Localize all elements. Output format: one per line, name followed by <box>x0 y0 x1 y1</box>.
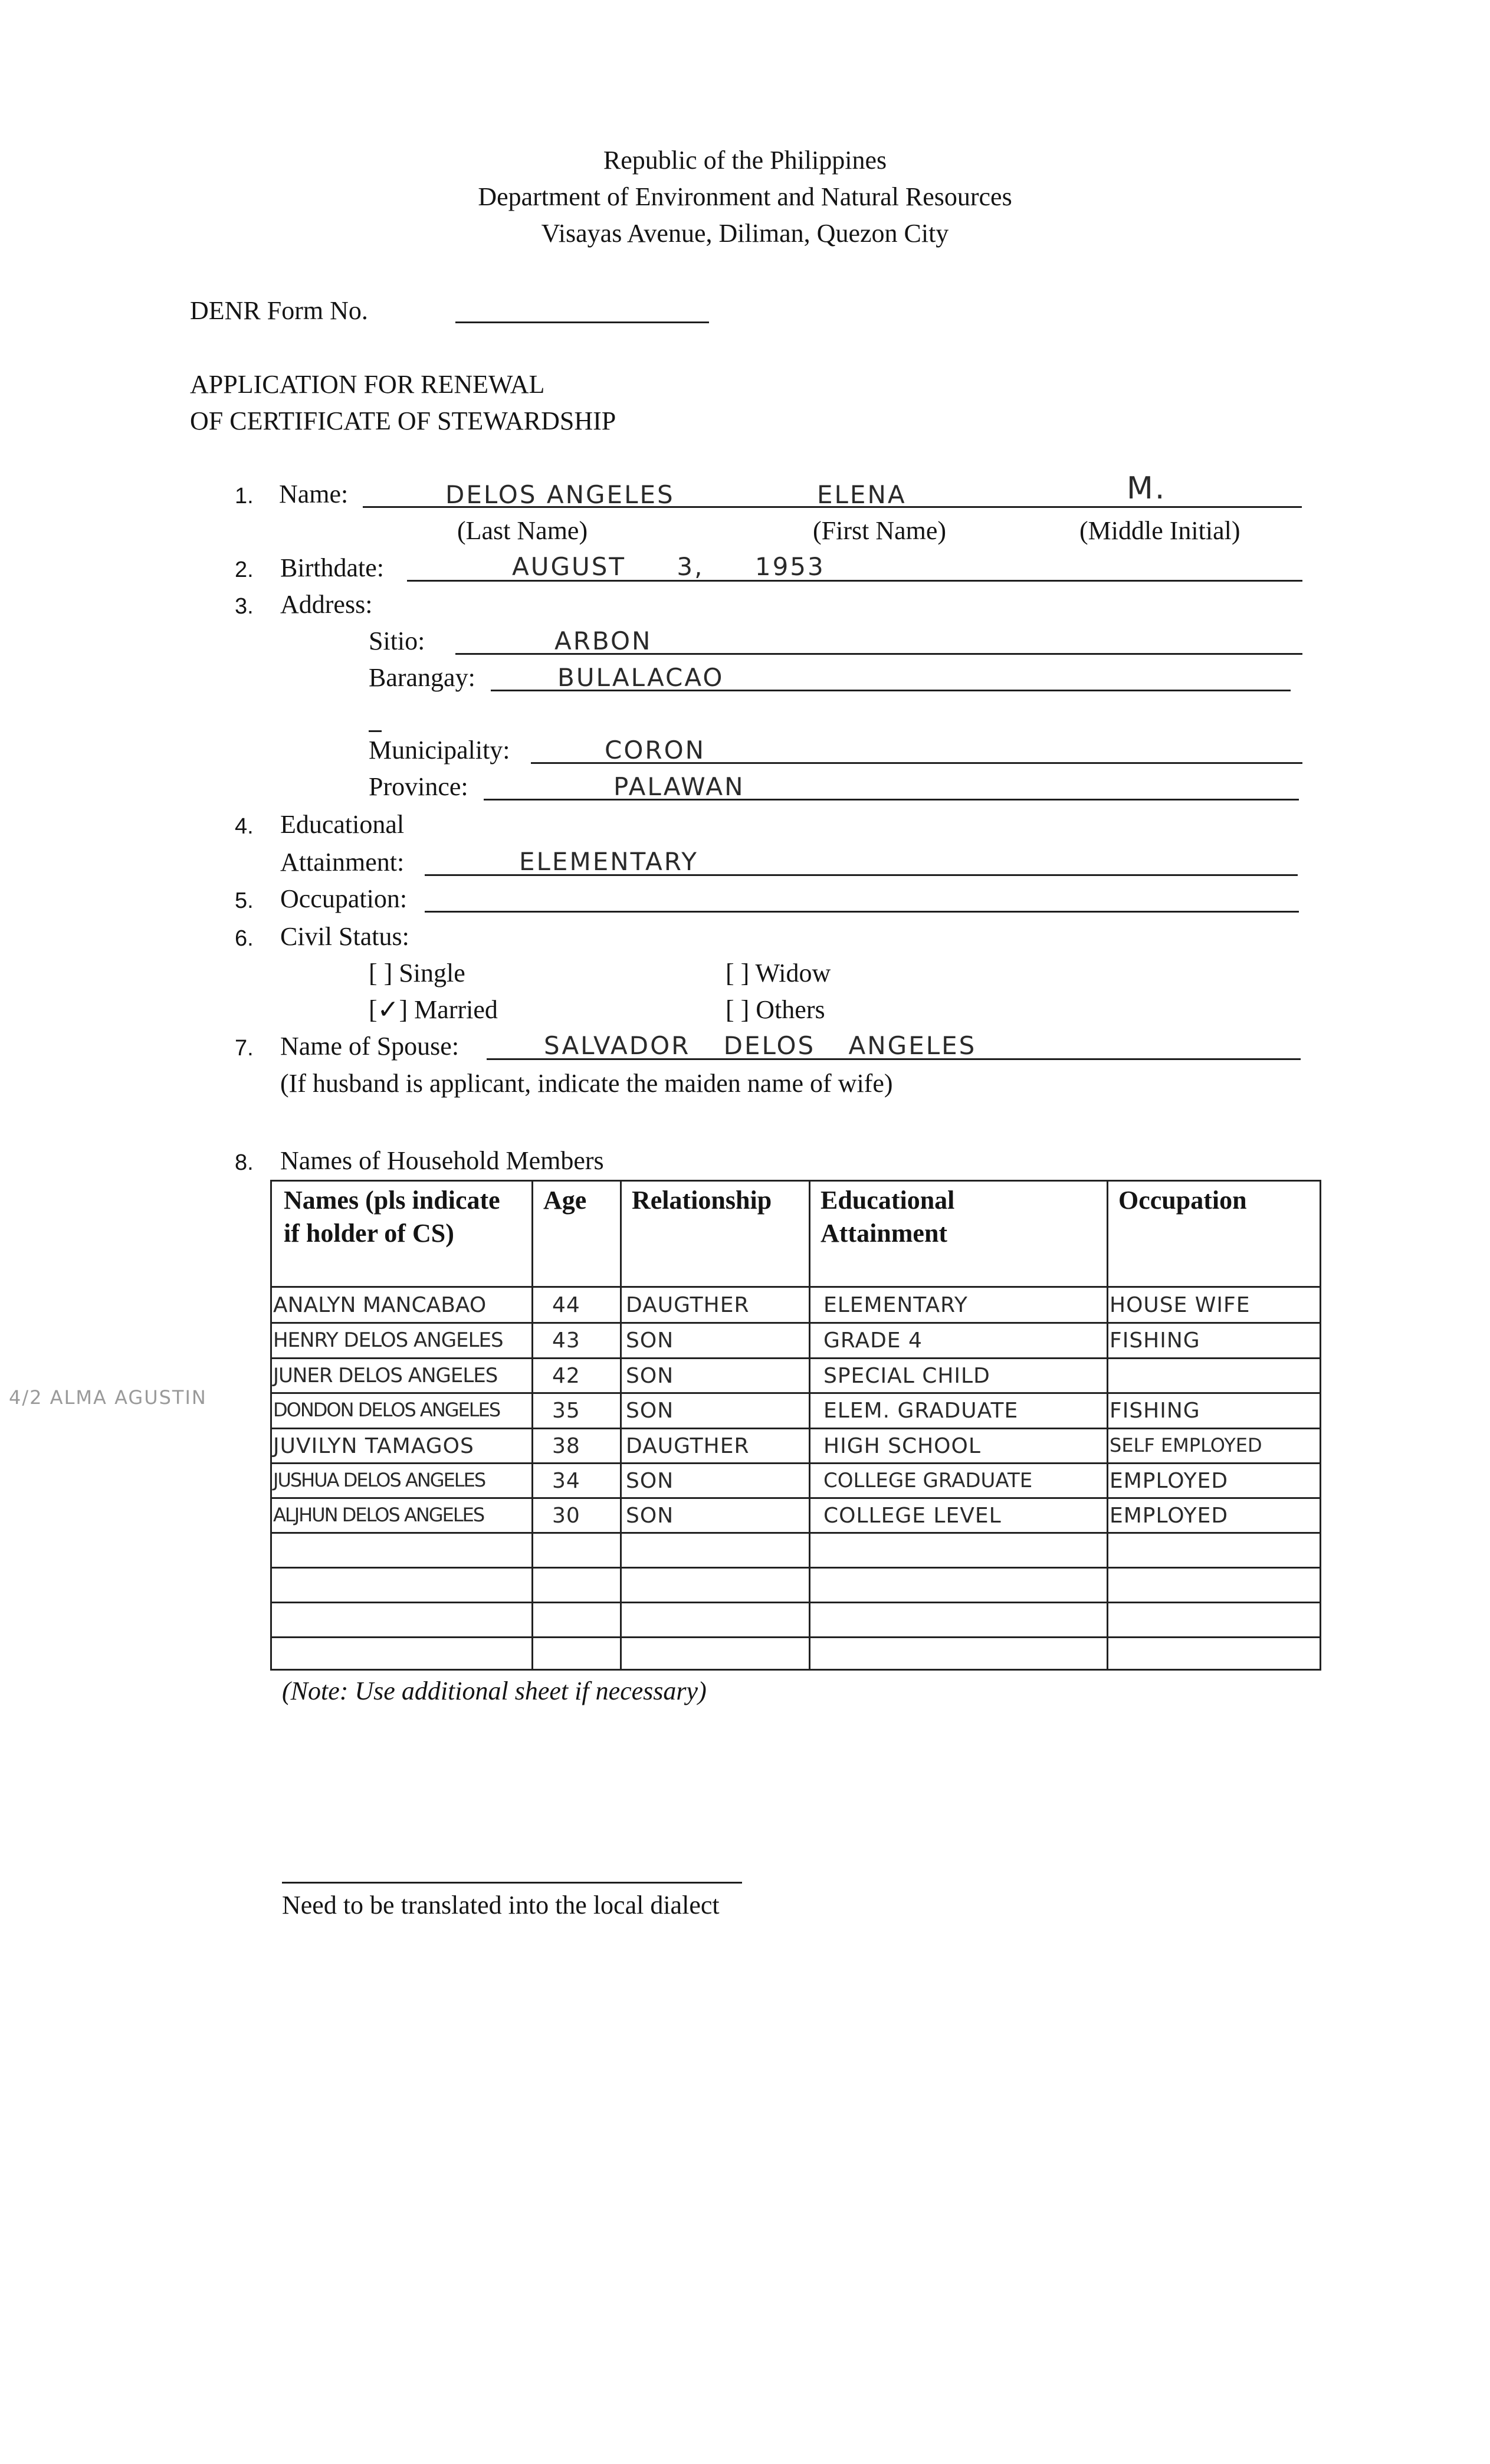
widow-checkbox[interactable]: [ ] Widow <box>726 959 831 987</box>
middle-initial-caption: (Middle Initial) <box>1079 516 1240 545</box>
address-label: Address: <box>280 590 373 619</box>
table-cell-relationship: SON <box>626 1364 674 1388</box>
others-checkbox[interactable]: [ ] Others <box>726 995 825 1024</box>
col-header-education: Educational Attainment <box>821 1186 955 1248</box>
table-cell-relationship: DAUGTHER <box>626 1293 750 1317</box>
table-cell-name: JUNER DELOS ANGELES <box>273 1364 498 1387</box>
stray-mark <box>369 730 382 732</box>
form-title-line1: APPLICATION FOR RENEWAL <box>190 370 545 399</box>
item-number: 6. <box>235 926 254 951</box>
table-cell-education: SPECIAL CHILD <box>823 1364 990 1388</box>
spouse-value: SALVADOR DELOS ANGELES <box>544 1031 977 1060</box>
occupation-label: Occupation: <box>280 884 408 913</box>
table-cell-relationship: SON <box>626 1328 674 1353</box>
last-name-caption: (Last Name) <box>457 516 588 545</box>
table-cell-relationship: DAUGTHER <box>626 1434 750 1458</box>
birthdate-value: AUGUST 3, 1953 <box>512 552 825 581</box>
single-checkbox[interactable]: [ ] Single <box>369 959 465 987</box>
col-header-age: Age <box>543 1186 587 1215</box>
civil-status-label: Civil Status: <box>280 922 409 951</box>
table-cell-age: 30 <box>552 1504 580 1528</box>
table-cell-name: ALJHUN DELOS ANGELES <box>273 1504 484 1526</box>
table-cell-education: ELEM. GRADUATE <box>823 1399 1019 1423</box>
table-cell-age: 44 <box>552 1293 580 1317</box>
occupation-field[interactable] <box>425 911 1299 913</box>
form-title-line2: OF CERTIFICATE OF STEWARDSHIP <box>190 406 616 435</box>
birthdate-label: Birthdate: <box>280 553 384 582</box>
province-value: PALAWAN <box>613 772 745 801</box>
household-label: Names of Household Members <box>280 1146 604 1175</box>
table-cell-name: JUVILYN TAMAGOS <box>273 1434 474 1458</box>
table-cell-name: HENRY DELOS ANGELES <box>273 1328 503 1352</box>
header-republic: Republic of the Philippines <box>603 146 887 175</box>
header-address: Visayas Avenue, Diliman, Quezon City <box>541 219 949 248</box>
table-cell-name: ANALYN MANCABAO <box>273 1293 487 1317</box>
province-field[interactable] <box>484 799 1299 800</box>
table-cell-occupation: EMPLOYED <box>1110 1469 1229 1493</box>
province-label: Province: <box>369 772 468 801</box>
col-header-names: Names (pls indicate if holder of CS) <box>284 1186 500 1248</box>
spouse-note: (If husband is applicant, indicate the maiden name of wife) <box>280 1069 893 1098</box>
item-number: 7. <box>235 1036 254 1061</box>
col-header-relationship: Relationship <box>632 1186 772 1215</box>
item-number: 8. <box>235 1150 254 1175</box>
col-header-occupation: Occupation <box>1118 1186 1247 1215</box>
item-number: 4. <box>235 814 254 839</box>
sitio-value: ARBON <box>554 626 652 655</box>
barangay-label: Barangay: <box>369 663 475 692</box>
spouse-label: Name of Spouse: <box>280 1032 460 1061</box>
table-cell-occupation: SELF EMPLOYED <box>1110 1434 1262 1456</box>
table-cell-age: 34 <box>552 1469 580 1493</box>
name-label: Name: <box>279 480 349 508</box>
table-cell-occupation: HOUSE WIFE <box>1110 1293 1251 1317</box>
education-label-2: Attainment: <box>280 848 405 877</box>
table-cell-occupation: FISHING <box>1110 1399 1200 1423</box>
item-number: 5. <box>235 888 254 913</box>
last-name-value: DELOS ANGELES <box>445 480 675 509</box>
municipality-value: CORON <box>605 736 706 765</box>
margin-scribble: 4/2 ALMA AGUSTIN <box>9 1386 207 1409</box>
table-cell-education: GRADE 4 <box>823 1328 923 1353</box>
table-cell-age: 43 <box>552 1328 580 1353</box>
middle-initial-value: M. <box>1127 471 1167 506</box>
table-cell-age: 38 <box>552 1434 580 1458</box>
table-cell-name: DONDON DELOS ANGELES <box>273 1399 500 1421</box>
item-number: 1. <box>235 484 254 508</box>
table-cell-education: COLLEGE LEVEL <box>823 1504 1002 1528</box>
item-number: 2. <box>235 557 254 582</box>
first-name-caption: (First Name) <box>813 516 947 545</box>
table-cell-education: ELEMENTARY <box>823 1293 968 1317</box>
married-checkbox[interactable]: [✓] Married <box>369 995 498 1024</box>
header-department: Department of Environment and Natural Resources <box>478 182 1012 211</box>
household-table <box>270 1180 1321 1671</box>
barangay-value: BULALACAO <box>557 663 724 692</box>
table-cell-name: JUSHUA DELOS ANGELES <box>273 1469 485 1491</box>
sitio-label: Sitio: <box>369 626 425 655</box>
municipality-label: Municipality: <box>369 736 510 765</box>
form-number-label: DENR Form No. <box>190 296 368 325</box>
table-cell-relationship: SON <box>626 1469 674 1493</box>
table-cell-education: HIGH SCHOOL <box>823 1434 981 1458</box>
signature-line[interactable] <box>282 1882 742 1884</box>
first-name-value: ELENA <box>817 480 907 509</box>
footer-note: Need to be translated into the local dialect <box>282 1891 720 1920</box>
table-cell-education: COLLEGE GRADUATE <box>823 1469 1033 1492</box>
table-cell-occupation: EMPLOYED <box>1110 1504 1229 1528</box>
education-value: ELEMENTARY <box>519 847 698 876</box>
table-cell-age: 42 <box>552 1364 580 1388</box>
item-number: 3. <box>235 594 254 619</box>
table-cell-occupation: FISHING <box>1110 1328 1200 1353</box>
table-cell-age: 35 <box>552 1399 580 1423</box>
table-cell-relationship: SON <box>626 1399 674 1423</box>
table-note: (Note: Use additional sheet if necessary) <box>282 1676 707 1705</box>
table-cell-relationship: SON <box>626 1504 674 1528</box>
form-number-field[interactable] <box>455 321 709 323</box>
education-label-1: Educational <box>280 810 405 839</box>
